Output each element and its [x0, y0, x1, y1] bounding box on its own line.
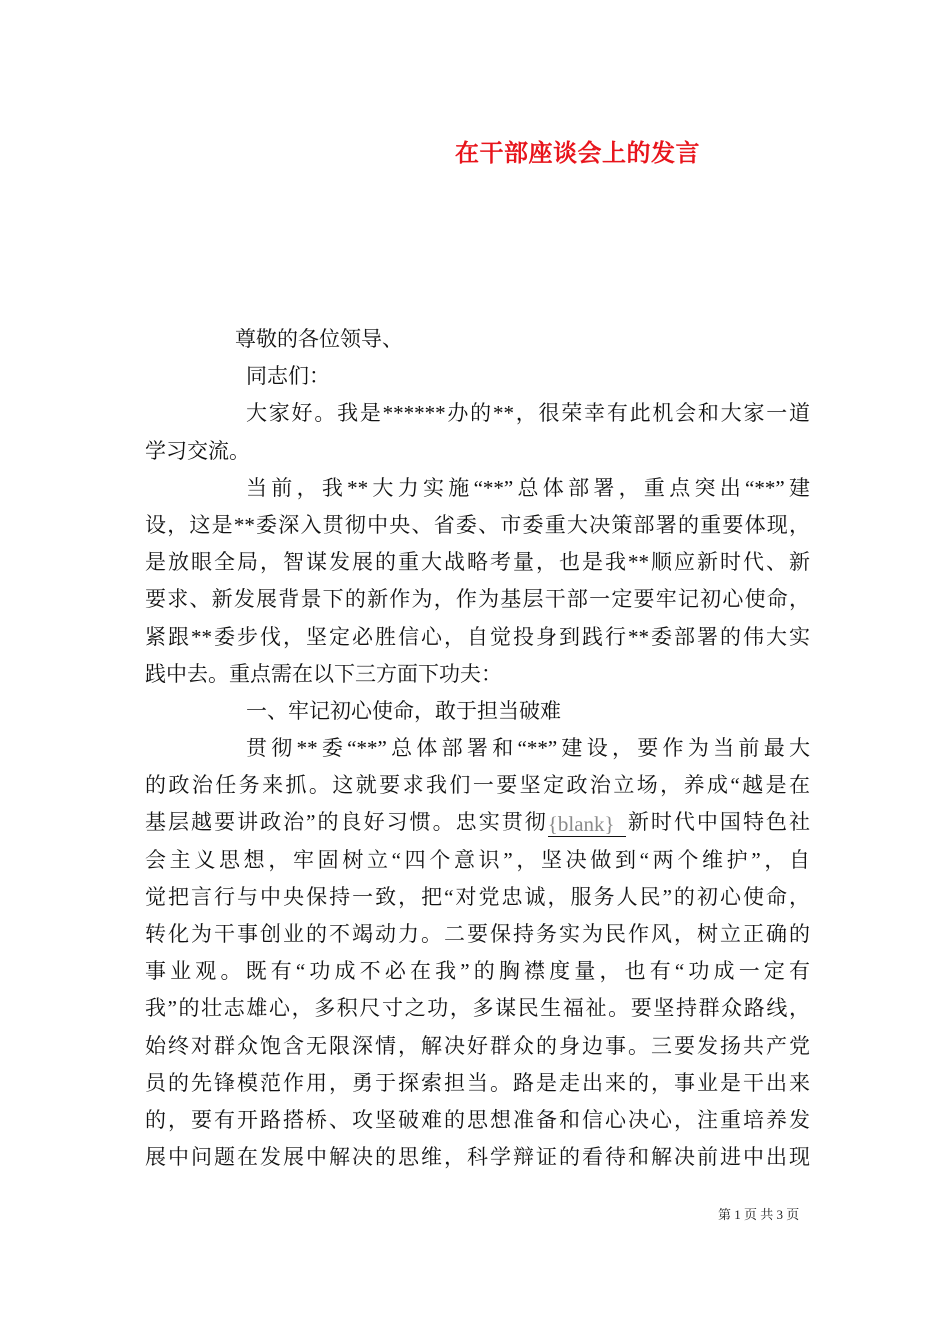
text-line: 同志们： [246, 364, 330, 389]
text-line: 转化为干事创业的不竭动力。二要保持务实为民作风，树立正确的 [145, 922, 810, 946]
text-line: 贯彻**委“**”总体部署和“**”建设，要作为当前最大 [246, 736, 810, 761]
text-line: 紧跟**委步伐，坚定必胜信心，自觉投身到践行**委部署的伟大实 [145, 624, 810, 649]
text-line: 我”的壮志雄心，多积尺寸之功，多谋民生福祉。要坚持群众路线， [145, 996, 810, 1021]
paragraph [145, 395, 810, 469]
paragraph [145, 693, 810, 730]
text-line: 始终对群众饱含无限深情，解决好群众的身边事。三要发扬共产党 [145, 1033, 810, 1058]
text-line: 员的先锋模范作用，勇于探索担当。路是走出来的，事业是干出来 [145, 1070, 810, 1095]
paragraph [145, 321, 810, 358]
paragraph [145, 470, 810, 693]
text-line: 设，这是**委深入贯彻中央、省委、市委重大决策部署的重要体现， [145, 512, 810, 537]
text-line: 学习交流。 [145, 438, 250, 463]
text-line: 要求、新发展背景下的新作为，作为基层干部一定要牢记初心使命， [145, 587, 810, 612]
paragraph [145, 730, 810, 1176]
text-line: 一、牢记初心使命，敢于担当破难 [246, 698, 561, 723]
text-line: 践中去。重点需在以下三方面下功夫： [145, 661, 502, 686]
text-line: 是放眼全局，智谋发展的重大战略考量，也是我**顺应新时代、新 [145, 550, 810, 575]
text-line: 基层越要讲政治”的良好习惯。忠实贯彻{blank} 新时代中国特色社 [145, 810, 811, 837]
text-line: 的政治任务来抓。这就要求我们一要坚定政治立场，养成“越是在 [145, 773, 810, 798]
text-line: 会主义思想，牢固树立“四个意识”，坚决做到“两个维护”，自 [145, 847, 810, 872]
text-line: 事业观。既有“功成不必在我”的胸襟度量，也有“功成一定有 [145, 959, 810, 984]
text-line: 觉把言行与中央保持一致，把“对党忠诚，服务人民”的初心使命， [145, 884, 810, 909]
text-line: 尊敬的各位领导、 [235, 327, 403, 351]
fill-in-blank: {blank} [548, 812, 626, 837]
page-number: 第 1 页 共 3 页 [718, 1207, 800, 1222]
text-line: 的，要有开路搭桥、攻坚破难的思想准备和信心决心，注重培养发 [145, 1107, 810, 1132]
text-line: 大家好。我是******办的**，很荣幸有此机会和大家一道 [246, 401, 810, 426]
paragraph [145, 358, 810, 395]
text-line: 展中问题在发展中解决的思维，科学辩证的看待和解决前进中出现 [145, 1145, 810, 1170]
document-body [145, 321, 810, 1176]
text-line: 当前，我**大力实施“**”总体部署，重点突出“**”建 [246, 475, 810, 500]
document-title: 在干部座谈会上的发言 [455, 141, 700, 167]
